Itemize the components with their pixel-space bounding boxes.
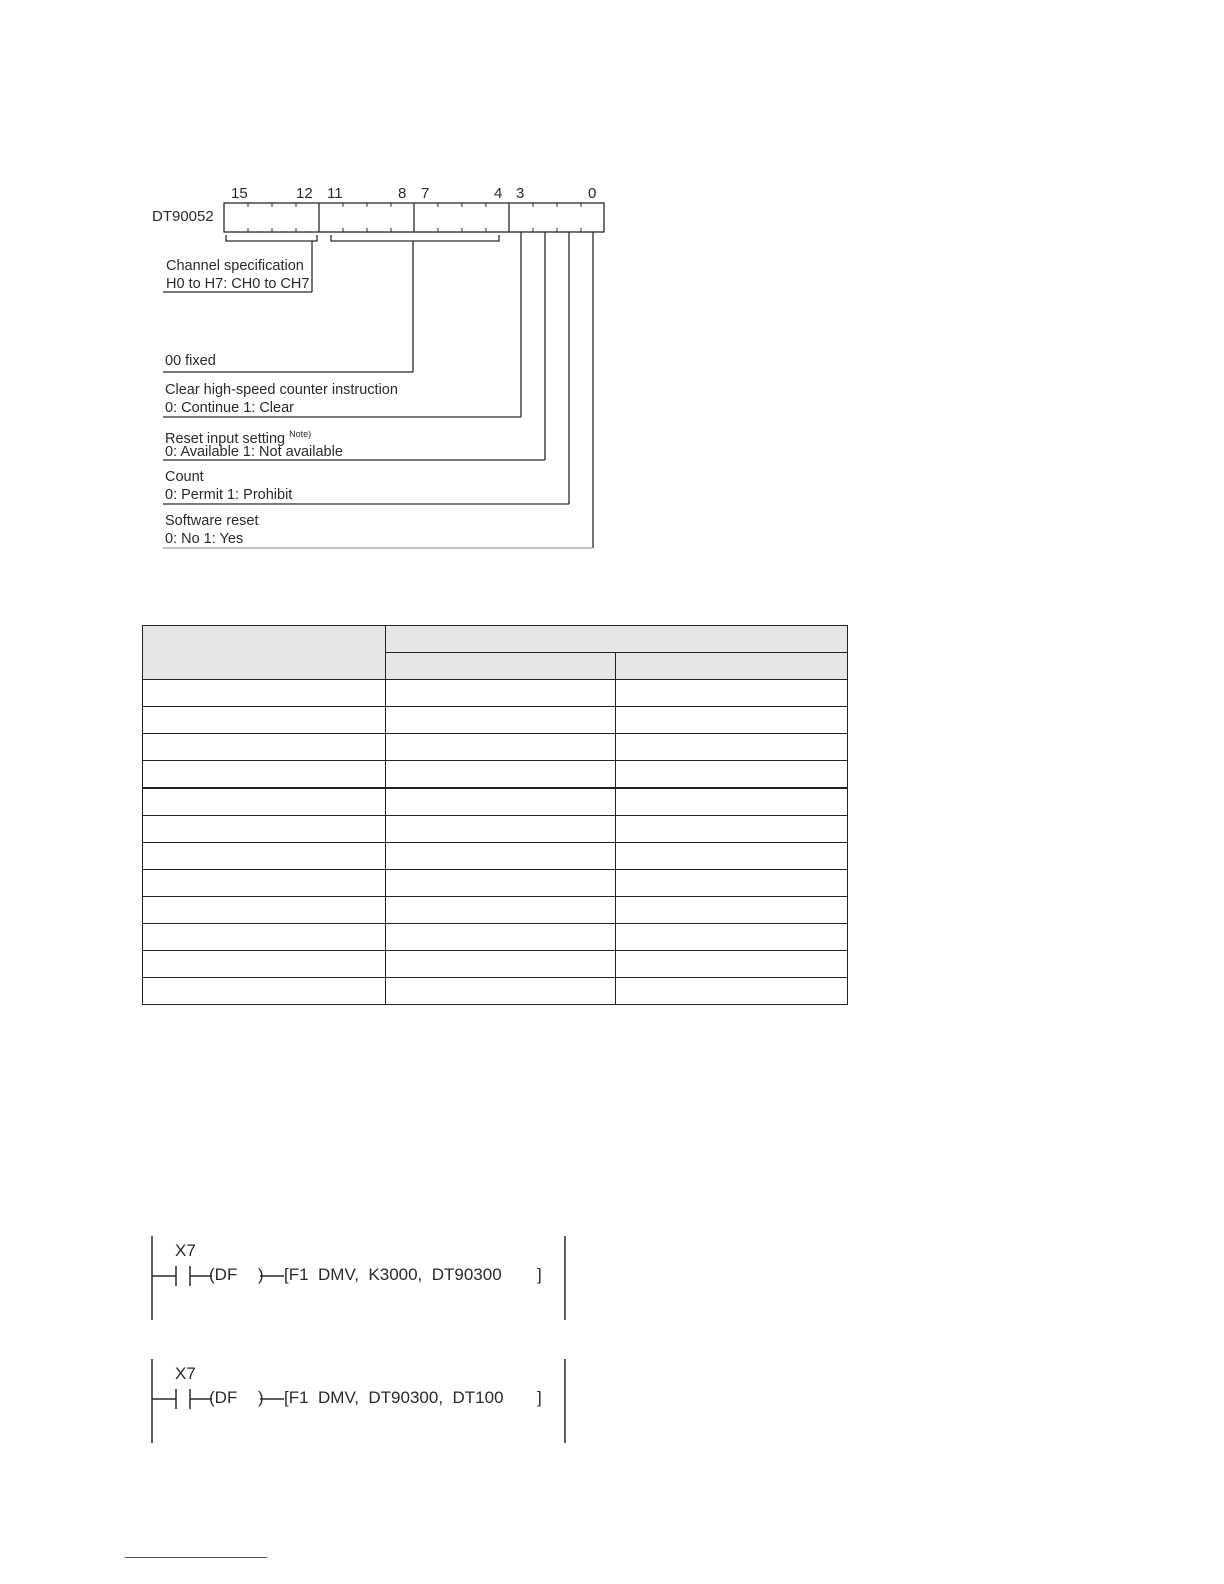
table-row: [143, 870, 848, 897]
table-cell: [616, 734, 848, 761]
table-cell: [386, 680, 616, 707]
register-name: DT90052: [152, 208, 214, 225]
table-cell: [616, 816, 848, 843]
table-cell: [616, 924, 848, 951]
table-cell: [616, 951, 848, 978]
df-instruction: (DF: [209, 1388, 238, 1407]
table-cell: [386, 707, 616, 734]
table-cell: [386, 734, 616, 761]
table-cell: [143, 761, 386, 789]
table-row: [143, 843, 848, 870]
table-cell: [143, 680, 386, 707]
clear-counter-detail: 0: Continue 1: Clear: [165, 400, 294, 416]
instruction-close-bracket: ]: [537, 1265, 542, 1284]
table-cell: [386, 843, 616, 870]
table-cell: [143, 707, 386, 734]
count-detail: 0: Permit 1: Prohibit: [165, 487, 293, 503]
df-close-paren: ): [258, 1388, 264, 1407]
clear-counter-title: Clear high-speed counter instruction: [165, 382, 398, 398]
table-cell: [143, 816, 386, 843]
df-instruction: (DF: [209, 1265, 238, 1284]
table-cell: [143, 951, 386, 978]
bit-label-0: 0: [588, 185, 597, 202]
bit-label-8: 8: [398, 185, 407, 202]
table-cell: [143, 897, 386, 924]
dmv-instruction: [F1 DMV, DT90300, DT100: [284, 1388, 504, 1407]
footer-link-underline[interactable]: [125, 1557, 267, 1558]
channel-spec-detail: H0 to H7: CH0 to CH7: [166, 276, 310, 292]
table-row: [143, 761, 848, 789]
channel-spec-title: Channel specification: [166, 258, 304, 274]
table-cell: [616, 897, 848, 924]
table-row: [143, 924, 848, 951]
table-row: [143, 951, 848, 978]
contact-label: X7: [175, 1364, 196, 1383]
instruction-close-bracket: ]: [537, 1388, 542, 1407]
table-cell: [616, 707, 848, 734]
software-reset-title: Software reset: [165, 513, 259, 529]
table-cell: [143, 788, 386, 816]
table-cell: [386, 951, 616, 978]
table-cell: [616, 788, 848, 816]
table-cell: [143, 924, 386, 951]
table-header-cell: [616, 653, 848, 680]
table-cell: [386, 924, 616, 951]
bit-label-4: 4: [494, 185, 503, 202]
table-cell: [143, 870, 386, 897]
table-cell: [386, 978, 616, 1005]
table-cell: [616, 978, 848, 1005]
data-table: [142, 625, 848, 1005]
table-header-cell: [386, 653, 616, 680]
software-reset-detail: 0: No 1: Yes: [165, 531, 244, 547]
table-row: [143, 816, 848, 843]
table-header-row: [143, 626, 848, 653]
table-cell: [386, 788, 616, 816]
contact-label: X7: [175, 1241, 196, 1260]
table-cell: [386, 761, 616, 789]
df-close-paren: ): [258, 1265, 264, 1284]
count-title: Count: [165, 469, 204, 485]
bit-label-7: 7: [421, 185, 430, 202]
table-cell: [616, 761, 848, 789]
table-cell: [143, 843, 386, 870]
reset-input-detail: 0: Available 1: Not available: [165, 444, 343, 460]
bit-label-11: 11: [327, 185, 343, 202]
bit-label-3: 3: [516, 185, 525, 202]
table-row: [143, 978, 848, 1005]
table-cell: [616, 843, 848, 870]
bit-label-12: 12: [296, 185, 313, 202]
bit-label-15: 15: [231, 185, 248, 202]
table-row: [143, 897, 848, 924]
table-row: [143, 707, 848, 734]
table-row: [143, 680, 848, 707]
table-cell: [616, 680, 848, 707]
table-cell: [143, 978, 386, 1005]
reset-input-title-text: Reset input setting: [165, 430, 286, 447]
fixed-bits-title: 00 fixed: [165, 353, 216, 369]
table-cell: [386, 816, 616, 843]
note-superscript: Note): [289, 429, 312, 439]
table-row: [143, 734, 848, 761]
table-cell: [386, 897, 616, 924]
table-header-cell: [143, 626, 386, 680]
table-cell: [143, 734, 386, 761]
table-header-cell: [386, 626, 848, 653]
table-cell: [386, 870, 616, 897]
table-cell: [616, 870, 848, 897]
dmv-instruction: [F1 DMV, K3000, DT90300: [284, 1265, 502, 1284]
table-row: [143, 788, 848, 816]
